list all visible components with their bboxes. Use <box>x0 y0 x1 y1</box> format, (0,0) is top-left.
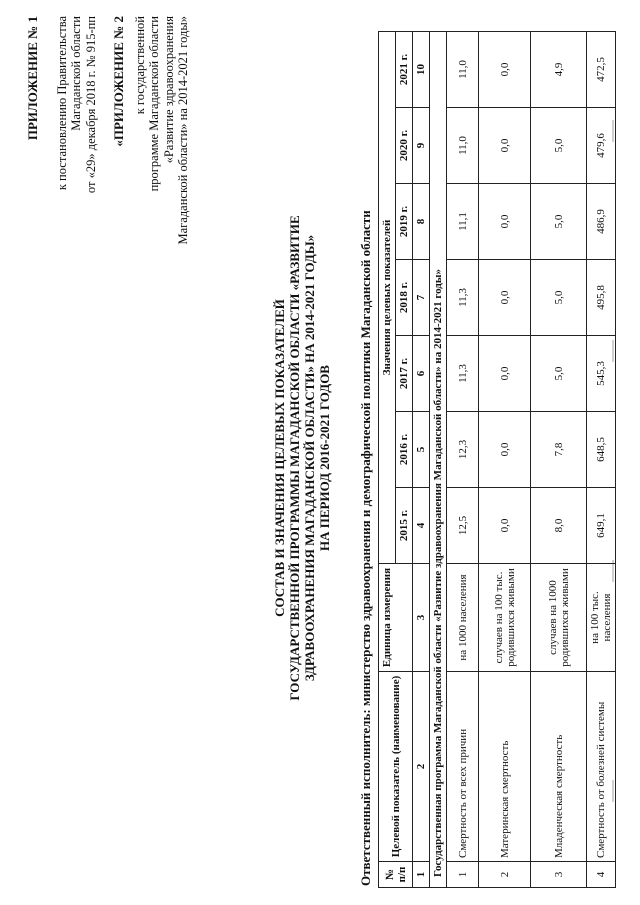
header-year: 2015 г. <box>396 488 413 564</box>
row-num: 4 <box>587 862 616 888</box>
row-value: 0,0 <box>479 412 531 488</box>
header-unit: Единица измерения <box>379 564 413 672</box>
row-value: 5,0 <box>531 336 587 412</box>
row-unit: на 1000 населения <box>447 564 479 672</box>
rotated-landscape-sheet <box>20 8 620 888</box>
column-number: 4 <box>413 488 430 564</box>
appendix-line: от «29» декабря 2018 г. № 915-пп <box>83 16 98 194</box>
appendix-line: программе Магаданской области <box>147 16 161 192</box>
appendix-line: к постановлению Правительства <box>54 16 69 191</box>
table-row <box>479 31 531 887</box>
title-line: ГОСУДАРСТВЕННОЙ ПРОГРАММЫ МАГАДАНСКОЙ ОБЛАСТИ «РАЗВИТИЕ <box>287 215 302 701</box>
row-value: 495,8 <box>587 260 616 336</box>
row-name: Младенческая смертность <box>531 672 587 862</box>
column-number: 8 <box>413 184 430 260</box>
appendix-number: ПРИЛОЖЕНИЕ № 1 <box>25 16 40 141</box>
row-value: 0,0 <box>479 336 531 412</box>
column-number: 5 <box>413 412 430 488</box>
header-year: 2021 г. <box>396 31 413 107</box>
appendix-block <box>26 16 191 346</box>
column-number: 3 <box>413 564 430 672</box>
responsible-executor: Ответственный исполнитель: министерство здравоохранения и демографической политики Магаданской области <box>358 210 373 886</box>
header-year: 2019 г. <box>396 184 413 260</box>
row-name: Материнская смертность <box>479 672 531 862</box>
row-num: 2 <box>479 862 531 888</box>
row-name: Смертность от всех причин <box>447 672 479 862</box>
header-num: № п/п <box>379 862 413 888</box>
row-value: 0,0 <box>479 260 531 336</box>
row-value: 4,9 <box>531 31 587 107</box>
row-value: 0,0 <box>479 31 531 107</box>
row-value: 5,0 <box>531 184 587 260</box>
header-indicator: Целевой показатель (наименование) <box>379 672 413 862</box>
appendix-line: «Развитие здравоохранения <box>161 16 176 164</box>
row-value: 12,3 <box>447 412 479 488</box>
row-value: 649,1 <box>587 488 616 564</box>
row-value: 486,9 <box>587 184 616 260</box>
indicators-table <box>378 31 616 888</box>
appendix-line: к государственной <box>132 16 147 115</box>
row-value: 11,0 <box>447 31 479 107</box>
document-title <box>272 128 332 788</box>
header-year: 2016 г. <box>396 412 413 488</box>
row-value: 0,0 <box>479 108 531 184</box>
column-number: 7 <box>413 260 430 336</box>
row-value: 648,5 <box>587 412 616 488</box>
column-number: 9 <box>413 108 430 184</box>
row-unit: на 100 тыс. населения <box>587 564 616 672</box>
row-unit: случаев на 100 тыс. родившихся живыми <box>479 564 531 672</box>
header-year: 2020 г. <box>396 108 413 184</box>
row-value: 7,8 <box>531 412 587 488</box>
row-value: 12,5 <box>447 488 479 564</box>
column-number: 1 <box>413 862 430 888</box>
appendix-line: Магаданской области» на 2014-2021 годы» <box>176 16 190 245</box>
row-value: 11,0 <box>447 108 479 184</box>
appendix-number-2: «ПРИЛОЖЕНИЕ № 2 <box>111 16 126 147</box>
row-value: 5,0 <box>531 260 587 336</box>
table-row <box>587 31 616 887</box>
row-value: 8,0 <box>531 488 587 564</box>
column-numbers-row <box>413 31 430 887</box>
header-year: 2018 г. <box>396 260 413 336</box>
header-year: 2017 г. <box>396 336 413 412</box>
row-value: 11,3 <box>447 336 479 412</box>
table-row <box>447 31 479 887</box>
row-name: Смертность от болезней системы <box>587 672 616 862</box>
section-title: Государственная программа Магаданской области «Развитие здравоохранения Магаданской области» на 2014-2021 годы» <box>430 31 447 887</box>
row-value: 545,3 <box>587 336 616 412</box>
column-number: 2 <box>413 672 430 862</box>
appendix-line: Магаданской области <box>69 16 83 131</box>
table-row <box>531 31 587 887</box>
row-unit: случаев на 1000 родившихся живыми <box>531 564 587 672</box>
row-value: 11,1 <box>447 184 479 260</box>
section-row <box>430 31 447 887</box>
header-values: Значения целевых показателей <box>379 31 396 563</box>
title-line: ЗДРАВООХРАНЕНИЯ МАГАДАНСКОЙ ОБЛАСТИ» НА 2014-2021 ГОДЫ» <box>302 234 317 682</box>
row-value: 0,0 <box>479 488 531 564</box>
row-value: 472,5 <box>587 31 616 107</box>
column-number: 6 <box>413 336 430 412</box>
row-num: 3 <box>531 862 587 888</box>
row-value: 0,0 <box>479 184 531 260</box>
title-line: СОСТАВ И ЗНАЧЕНИЯ ЦЕЛЕВЫХ ПОКАЗАТЕЛЕЙ <box>272 299 287 617</box>
row-value: 5,0 <box>531 108 587 184</box>
table-header-row <box>379 31 396 887</box>
title-line: НА ПЕРИОД 2016-2021 ГОДОВ <box>317 365 332 551</box>
row-value: 479,6 <box>587 108 616 184</box>
row-value: 11,3 <box>447 260 479 336</box>
column-number: 10 <box>413 31 430 107</box>
row-num: 1 <box>447 862 479 888</box>
